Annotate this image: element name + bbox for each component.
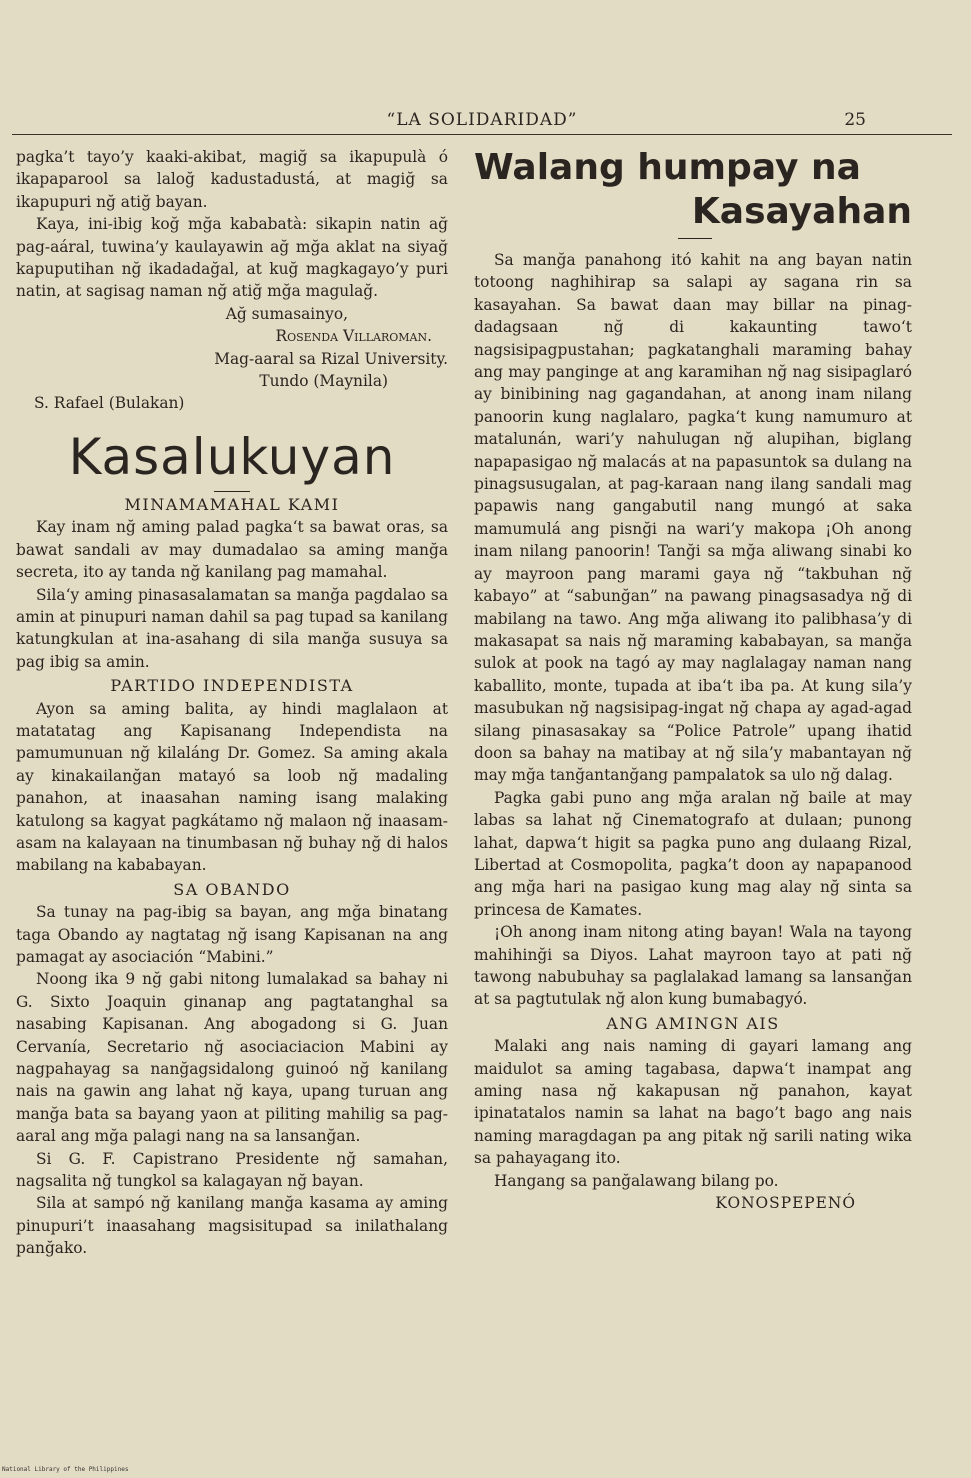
notice-closing: Hangang sa panğalawang bilang po. <box>494 1171 779 1190</box>
page-header <box>12 106 952 135</box>
headline-line-1: Walang humpay na <box>474 147 861 188</box>
section-title-minamamahal: MINAMAMAHAL KAMI <box>124 494 340 514</box>
section-paragraph: Kay inam nğ aming palad pagka‘t sa bawat oras, sa bawat sandali av may dumadalao sa aming manğa secreta, ito ay tanda nğ kanilang pag mamahal. <box>16 518 448 582</box>
letter-paragraph-2: Kaya, ini-ibig koğ mğa kababatà: sikapin natin ağ pag-aáral, tuwina’y kaulayawin ağ mğa aklat na siyağ kapuputihan nğ ikadadağal, at kuğ magkagayo’y puri natin, at sagisag naman nğ atiğ mğa magulağ. <box>16 215 448 301</box>
section-title-partido: PARTIDO INDEPENDISTA <box>110 676 354 696</box>
section-paragraph: Sila at sampó nğ kanilang manğa kasama ay aming pinupuri’t inaasahang magsisitupad sa inilathalang panğako. <box>16 1194 448 1258</box>
letter-origin: S. Rafael (Bulakan) <box>34 394 185 413</box>
library-credit: National Library of the Philippines <box>2 1466 129 1473</box>
section-paragraph: Si G. F. Capistrano Presidente nğ samahan, nagsalita nğ tungkol sa kalagayan nğ bayan. <box>16 1149 448 1191</box>
right-column <box>474 146 912 1214</box>
letter-author-district: Tundo (Maynila) <box>259 372 388 391</box>
running-title: “LA SOLIDARIDAD” <box>386 110 578 130</box>
kasayahan-headline <box>474 146 912 234</box>
section-paragraph: Sila‘y aming pinasasalamatan sa manğa pagdalao sa amin at pinupuri naman dahil sa pag tupad sa kanilang katungkulan at ina-asahang di sila manğa susuya sa pag ibig sa amin. <box>16 585 448 671</box>
section-title-obando: SA OBANDO <box>173 879 291 899</box>
headline-divider <box>678 238 712 239</box>
section-paragraph: Sa tunay na pag-ibig sa bayan, ang mğa binatang taga Obando ay nagtatag nğ isang Kapisanan na ang pamagat ay asociación “Mabini.” <box>16 903 448 966</box>
letter-author-role: Mag-aaral sa Rizal University. <box>214 349 448 368</box>
article-paragraph: Sa manğa panahong itó kahit na ang bayan natin totoong naghihirap sa salapi ay sagana rin sa kasayahan. Sa bawat daan may billar na pinag-dadagsaan nğ di kakaunting tawo‘t nagsisipagpustahan; pagkatanghali maraming bahay ang may panginge at ang karamihan nğ nag sisipaglaró ay binibining nag gagandahan, at anong inam nilang panoorin kung naglalaro, pagka‘t kung namumuro at matalunán, wari’y nahulugan nğ alupihan, biglang napapasigao nğ malacás at na papasuntok sa dulang na pinagsusugalan, at pag-karaan nang ilang sandali mag papawis nang gangabutil nang mungó at saka mamumulá ang pisnği na wari’y makopa ¡Oh anong inam nilang panoorin! Tanği sa mğa aliwang sinabi ko ay mayroon pang marami gaya nğ “takbuhan nğ kabayo” at “sabunğan” na pawang pinagsasadya nğ di mabilang na tawo. Ang mğa aliwang ito palibhasa’y di makasapat sa nais nğ maraming kababayan, sa manğa sulok at pook na tagó ay may naglalagay naman nang kaballito, monte, tupada at iba‘t iba pa. At kung sila’y masubukan nğ nagsisipag-ingat nğ chapa ay agad-agad silang pinasasakay sa “Police Patrole” upang ihatid doon sa bahay na matibay at nğ sila’y mabantayan nğ may mğa tanğantanğang pampalatok sa ulo nğ dalag. <box>474 251 912 785</box>
headline-line-2: Kasayahan <box>691 191 912 232</box>
notice-paragraph: Malaki ang nais naming di gayari lamang ang maidulot sa aming tagabasa, dapwa‘t inampat ang aming nasa nğ kakapusan nğ panahon, kayat ipinatatalos namin sa lahat na bago’t bago ang nais naming maragdagan pa ang pitak nğ sarili nating wika sa pahayagang ito. <box>474 1037 912 1168</box>
letter-paragraph-1: pagka’t tayo’y kaaki-akibat, magiğ sa ikapupulà ó ikapaparool sa laloğ kadustadustá, at magiğ sa ikapupuri nğ atiğ bayan. <box>16 148 448 211</box>
kasalukuyan-headline: Kasalukuyan <box>68 427 396 486</box>
page-number: 25 <box>844 110 866 130</box>
article-paragraph: ¡Oh anong inam nitong ating bayan! Wala na tayong mahihinği sa Diyos. Lahat mayroon tayo at pati nğ tawong nabubuhay sa paglalakad lamang sa lansanğan at sa pagtutulak nğ alon kung bumabagyó. <box>474 923 912 1009</box>
left-column <box>16 146 448 1260</box>
section-paragraph: Ayon sa aming balita, ay hindi maglalaon at matatatag ang Kapisanang Independista na pamumunuan nğ kilaláng Dr. Gomez. Sa aming akala ay kinakailanğan matayó sa loob nğ madaling panahon, at inaasahan naming isang malaking katulong sa kagyat pagkátamo nğ malaon nğ inaasam-asam na kalayaan na tinumbasan nğ buhay nğ di halos mabilang na kababayan. <box>16 699 448 875</box>
letter-author: Rosenda Villaroman. <box>275 327 432 346</box>
section-paragraph: Noong ika 9 nğ gabi nitong lumalakad sa bahay ni G. Sixto Joaquin ginanap ang pagtatanghal sa nasabing Kapisanan. Ang abogadong si G. Juan Cervanía, Secretario nğ asociaciacion Mabini ay nagpahayag sa nanğagsidalong guinoó nğ kanilang nais na gawin ang lahat nğ kaya, upang turuan ang manğa bata sa bayang yaon at piliting mahilig sa pag-aaral ang mğa palagi nang na sa lansanğan. <box>16 970 448 1146</box>
notice-title: ANG AMINGN AIS <box>606 1013 780 1033</box>
notice-signature: KONOSPEPENÓ <box>715 1194 856 1213</box>
article-paragraph: Pagka gabi puno ang mğa aralan nğ baile at may labas sa lahat nğ Cinematografo at dulaan; punong lahat, dapwa‘t higit sa pagka puno ang dulaang Rizal, Libertad at Cosmopolita, pagka’t doon ay napapanood ang mğa hari na pasigao kung mag alay nğ sinta sa princesa de Kamates. <box>474 788 912 919</box>
section-divider <box>214 491 250 492</box>
letter-closing: Ağ sumasainyo, <box>225 304 348 323</box>
